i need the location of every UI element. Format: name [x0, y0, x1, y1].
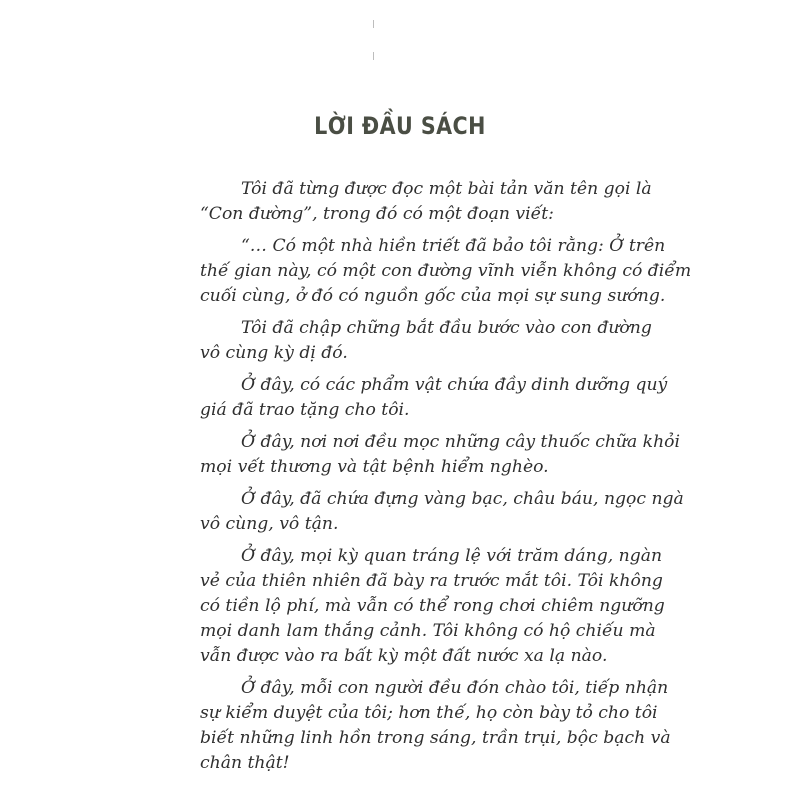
paragraph-line: mọi vết thương và tật bệnh hiểm nghèo.: [200, 457, 549, 477]
paragraph: [200, 177, 652, 227]
paragraph-line: cuối cùng, ở đó có nguồn gốc của mọi sự sung sướng.: [200, 286, 666, 306]
paragraph-line: Ở đây, có các phẩm vật chứa đầy dinh dưỡng quý: [241, 375, 668, 395]
paragraph-line: Ở đây, nơi nơi đều mọc những cây thuốc chữa khỏi: [241, 432, 681, 452]
paragraph-line: Ở đây, đã chứa đựng vàng bạc, châu báu, ngọc ngà: [241, 489, 684, 509]
paragraph-line: mọi danh lam thắng cảnh. Tôi không có hộ chiếu mà: [200, 621, 656, 641]
paragraph-line: Tôi đã chập chững bắt đầu bước vào con đường: [241, 318, 652, 338]
page-title: LỜI ĐẦU SÁCH: [314, 112, 486, 140]
paragraph: [200, 316, 652, 366]
paragraph-line: giá đã trao tặng cho tôi.: [200, 400, 410, 420]
paragraph-line: thế gian này, có một con đường vĩnh viễn không có điểm: [200, 261, 692, 281]
paragraph: [200, 430, 681, 480]
paragraph-line: vẻ của thiên nhiên đã bày ra trước mắt tôi. Tôi không: [200, 571, 663, 591]
paragraph-line: sự kiểm duyệt của tôi; hơn thế, họ còn bày tỏ cho tôi: [200, 703, 658, 723]
paragraph-line: có tiền lộ phí, mà vẫn có thể rong chơi chiêm ngưỡng: [200, 596, 665, 616]
paragraph-line: “Con đường”, trong đó có một đoạn viết:: [200, 204, 554, 224]
crop-mark-lower: [373, 52, 374, 60]
paragraph-line: “… Có một nhà hiền triết đã bảo tôi rằng: Ở trên: [241, 236, 666, 256]
paragraph-line: biết những linh hồn trong sáng, trần trụi, bộc bạch và: [200, 728, 671, 748]
paragraph-line: Ở đây, mọi kỳ quan tráng lệ với trăm dáng, ngàn: [241, 546, 663, 566]
paragraph-line: chân thật!: [200, 753, 290, 773]
preface-body: [200, 177, 692, 783]
paragraph-line: vô cùng kỳ dị đó.: [200, 343, 348, 363]
paragraph: [200, 544, 665, 669]
paragraph-line: Tôi đã từng được đọc một bài tản văn tên gọi là: [241, 179, 652, 199]
paragraph-line: vô cùng, vô tận.: [200, 514, 339, 534]
paragraph-line: Ở đây, mỗi con người đều đón chào tôi, tiếp nhận: [241, 678, 669, 698]
crop-mark-top: [373, 20, 374, 28]
paragraph: [200, 487, 684, 537]
paragraph: [200, 676, 671, 776]
paragraph-line: vẫn được vào ra bất kỳ một đất nước xa lạ nào.: [200, 646, 608, 666]
paragraph: [200, 234, 692, 309]
paragraph: [200, 373, 668, 423]
